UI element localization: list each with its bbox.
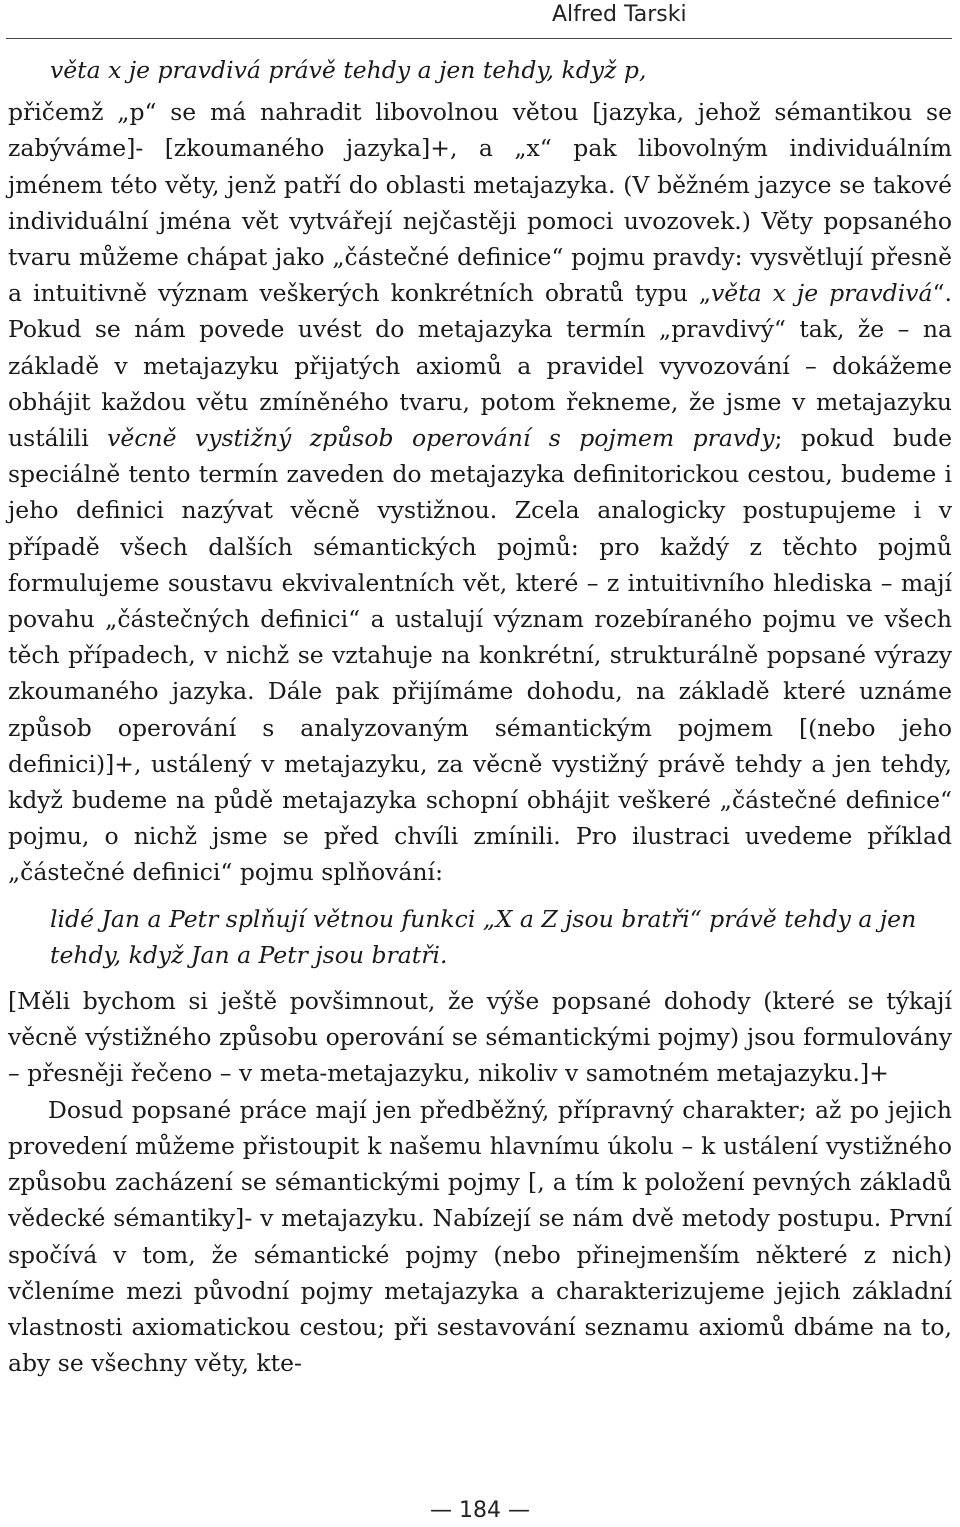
body-text <box>8 46 952 1381</box>
paragraph-text-segment: přičemž „p“ se má nahradit libovolnou větou [jazyka, jehož sémantikou se zabýváme]- [zkoumaného jazyka]+, a „x“ pak libovolným individuálním jménem této věty, jenž patří do oblasti metajazyka. (V běžném jazyce se takové individuální jména vět vytvářejí nejčastěji pomoci uvozovek.) Věty popsaného tvaru můžeme chápat jako „částečné definice“ pojmu pravdy: vysvětlují přesně a intuitivně význam veškerých konkrétních obratů typu „ <box>8 98 952 308</box>
quote-definition-schema: věta x je pravdivá právě tehdy a jen tehdy, když p, <box>50 56 647 84</box>
italic-phrase: věta x je pravdivá <box>711 279 933 308</box>
paragraph-methods: Dosud popsané práce mají jen předběžný, přípravný charakter; až po jejich provedení můžeme přistoupit k našemu hlavnímu úkolu – k ustálení vystižného způsobu zacházení se sémantickými pojmy [, a tím k položení pevných základů vědecké sémantiky]- v metajazyku. Nabízejí se nám dvě metody postupu. První spočívá v tom, že sémantické pojmy (nebo přinejmenším některé z nich) včleníme mezi původní pojmy metajazyka a charakterizujeme jejich základní vlastnosti axiomatickou cestou; při sestavování seznamu axiomů dbáme na to, aby se všechny věty, kte- <box>8 1095 952 1378</box>
paragraph-text-segment: ; pokud bude speciálně tento termín zaveden do metajazyka definitorickou cestou, budeme i jeho definici nazývat věcně vystižnou. Zcela analogicky postupujeme i v případě všech dalších sémantických pojmů: pro každý z těchto pojmů formulujeme soustavu ekvivalentních vět, které – z intuitivního hlediska – mají povahu „částečných definici“ a ustalují význam rozebíraného pojmu ve všech těch případech, v nichž se vztahuje na konkrétní, strukturálně popsané výrazy zkoumaného jazyka. Dále pak přijímáme dohodu, na základě které uznáme způsob operování s analyzovaným sémantickým pojmem [(nebo jeho definici)]+, ustálený v metajazyku, za věcně vystižný právě tehdy a jen tehdy, když budeme na půdě metajazyka schopní obhájit veškeré „částečné definice“ pojmu, o nichž jsme se před chvíli zmínili. Pro ilustraci uvedeme příklad „částečné definici“ pojmu splňování: <box>8 424 953 887</box>
running-header-author: Alfred Tarski <box>552 2 687 27</box>
italic-phrase: věcně vystižný způsob operování s pojmem pravdy <box>107 424 775 453</box>
running-header <box>0 0 960 40</box>
page-number: — 184 — <box>430 1498 530 1523</box>
quote-satisfaction-example: lidé Jan a Petr splňují větnou funkci „X a Z jsou bratři“ právě tehdy a jen tehdy, když Jan a Petr jsou bratři. <box>50 904 917 969</box>
paragraph-partial-definitions <box>8 94 952 890</box>
paragraph-text-segment: “. Pokud se nám povede uvést do metajazyka termín „pravdivý“ tak, že – na základě v metajazyku přijatých axiomů a pravidel vyvozování – dokážeme obhájit každou větu zmíněného tvaru, potom řekneme, že jsme v metajazyku ustálili <box>8 279 953 453</box>
paragraph-meta-metalanguage: [Měli bychom si ještě povšimnout, že výše popsané dohody (které se týkají věcně výstižného způsobu operování se sémantickými pojmy) jsou formulovány – přesněji řečeno – v meta-metajazyku, nikoliv v samotném metajazyku.]+ <box>8 987 952 1088</box>
header-rule <box>6 38 952 39</box>
